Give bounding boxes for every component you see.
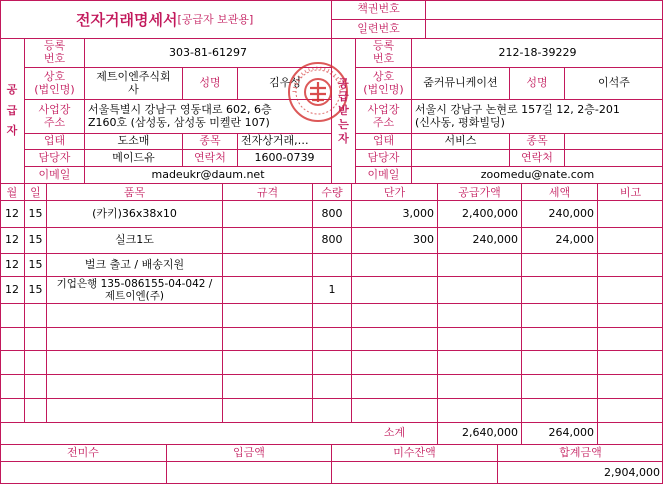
supplier-reg-no: 303-81-61297 [169,45,247,59]
receiver-addr-label: 사업장 주소 [367,102,400,129]
receiver-side-label: 공 급 받 는 자 [338,76,349,145]
col-header-item: 품목 [123,186,146,199]
receiver-manager-label: 담당자 [367,150,400,164]
col-header-qty: 수량 [321,186,343,199]
cell-item: 기업은행 135-086155-04-042 / 제트이엔(주) [56,277,213,302]
cell-item: 벌크 출고 / 배송지원 [84,257,185,271]
serial-number-label: 일련번호 [357,21,400,35]
cell-spec [223,254,312,276]
receiver-name-label: 상호 (법인명) [363,69,404,96]
prev-balance-value [0,462,166,484]
supplier-name-label: 상호 (법인명) [34,69,75,96]
col-header-month: 월 [6,186,18,199]
supplier-address: 서울특별시 강남구 영동대로 602, 6층 Z160호 (삼성동, 삼성동 미켈란 107) [88,102,272,129]
supplier-biz-item-label: 종목 [199,134,221,148]
receiver-phone-label: 연락처 [521,150,553,164]
cell-tax [522,277,597,303]
supplier-biz-item: 전자상거래,… [241,134,309,148]
cell-day: 15 [28,257,43,271]
serial-number-value [426,20,663,38]
col-header-note: 비고 [619,186,642,199]
title-note: [공급자 보관용] [177,13,254,26]
unpaid-balance-value [332,462,497,484]
receiver-reg-label: 등록 번호 [372,39,395,65]
cell-month: 12 [5,233,19,247]
cell-note [598,228,663,253]
col-header-spec: 규격 [256,186,279,199]
cell-supply [438,277,521,303]
col-header-tax: 세액 [548,186,571,199]
receiver-name: 줌커뮤니케이션 [423,76,498,90]
receiver-manager [412,150,509,166]
cell-qty: 800 [321,233,343,247]
cell-unit-price: 3,000 [402,206,434,220]
subtotal-label: 소계 [383,426,406,440]
receiver-address: 서울시 강남구 논현로 157길 12, 2층-201 (신사동, 평화빌딩) [415,102,620,129]
cell-unit-price [352,277,437,303]
cell-supply [438,254,521,276]
col-header-day: 일 [30,186,41,199]
grid-line [0,350,663,351]
grid-line [0,374,663,375]
total-amount-value: 2,904,000 [604,465,660,479]
prev-balance-label: 전미수 [67,445,99,459]
cell-qty [313,254,351,276]
receiver-reg-no: 212-18-39229 [498,45,577,59]
cell-spec [223,277,312,303]
grid-line [0,327,663,328]
cell-day: 15 [28,206,43,220]
cell-qty: 1 [328,282,336,296]
supplier-addr-label: 사업장 주소 [38,102,71,129]
cell-unit-price [352,254,437,276]
supplier-manager: 메이드유 [112,150,155,164]
receiver-ceo-label: 성명 [526,76,548,90]
payment-value [167,462,331,484]
col-header-supply: 공급가액 [458,186,501,199]
cell-month: 12 [5,282,19,296]
unpaid-balance-label: 미수잔액 [393,445,436,459]
supplier-phone: 1600-0739 [254,150,315,164]
supplier-side-label: 공 급 자 [6,82,18,138]
cell-item: 실크1도 [115,233,154,247]
receiver-email-label: 이메일 [367,167,400,181]
cell-month: 12 [5,206,19,220]
grid-line [0,398,663,399]
supplier-email-label: 이메일 [38,167,71,181]
cell-day: 15 [28,282,43,296]
cell-unit-price: 300 [413,233,434,247]
cell-tax: 240,000 [548,206,594,220]
subtotal-tax: 264,000 [548,426,594,440]
title-text: 전자거래명세서 [76,10,178,29]
receiver-biz-item-label: 종목 [526,134,548,148]
cell-note [598,201,663,227]
book-number-label: 책권번호 [357,2,400,16]
receiver-biz-item [565,134,663,149]
col-header-unit-price: 단가 [383,186,406,199]
document-title [76,9,253,29]
receiver-biz-type: 서비스 [444,134,477,148]
receiver-ceo: 이석주 [598,76,630,90]
cell-supply: 2,400,000 [462,206,518,220]
cell-tax [522,254,597,276]
subtotal-supply: 2,640,000 [462,426,518,440]
cell-month: 12 [5,257,19,271]
total-amount-label: 합계금액 [559,445,602,459]
cell-note [598,277,663,303]
cell-tax: 24,000 [555,233,594,247]
receiver-email: zoomedu@nate.com [480,167,595,181]
book-number-value [426,0,663,19]
supplier-ceo-label: 성명 [199,76,221,90]
supplier-reg-label: 등록 번호 [43,39,66,65]
grid-line [0,303,663,304]
cell-note [598,254,663,276]
cell-item: (카키)36x38x10 [92,206,177,220]
supplier-biz-type: 도소매 [117,134,150,148]
supplier-biz-type-label: 업태 [43,134,66,148]
payment-label: 입금액 [233,445,265,459]
cell-spec [223,228,312,253]
cell-supply: 240,000 [472,233,518,247]
supplier-name: 제트이엔주식회 사 [96,69,171,96]
cell-spec [223,201,312,227]
cell-day: 15 [28,233,43,247]
supplier-ceo: 김우성 [269,76,301,90]
receiver-biz-type-label: 업태 [372,134,395,148]
receiver-phone [565,150,663,166]
supplier-phone-label: 연락처 [194,150,226,164]
supplier-manager-label: 담당자 [38,150,71,164]
supplier-email: madeukr@daum.net [151,167,265,181]
cell-qty: 800 [321,206,343,220]
